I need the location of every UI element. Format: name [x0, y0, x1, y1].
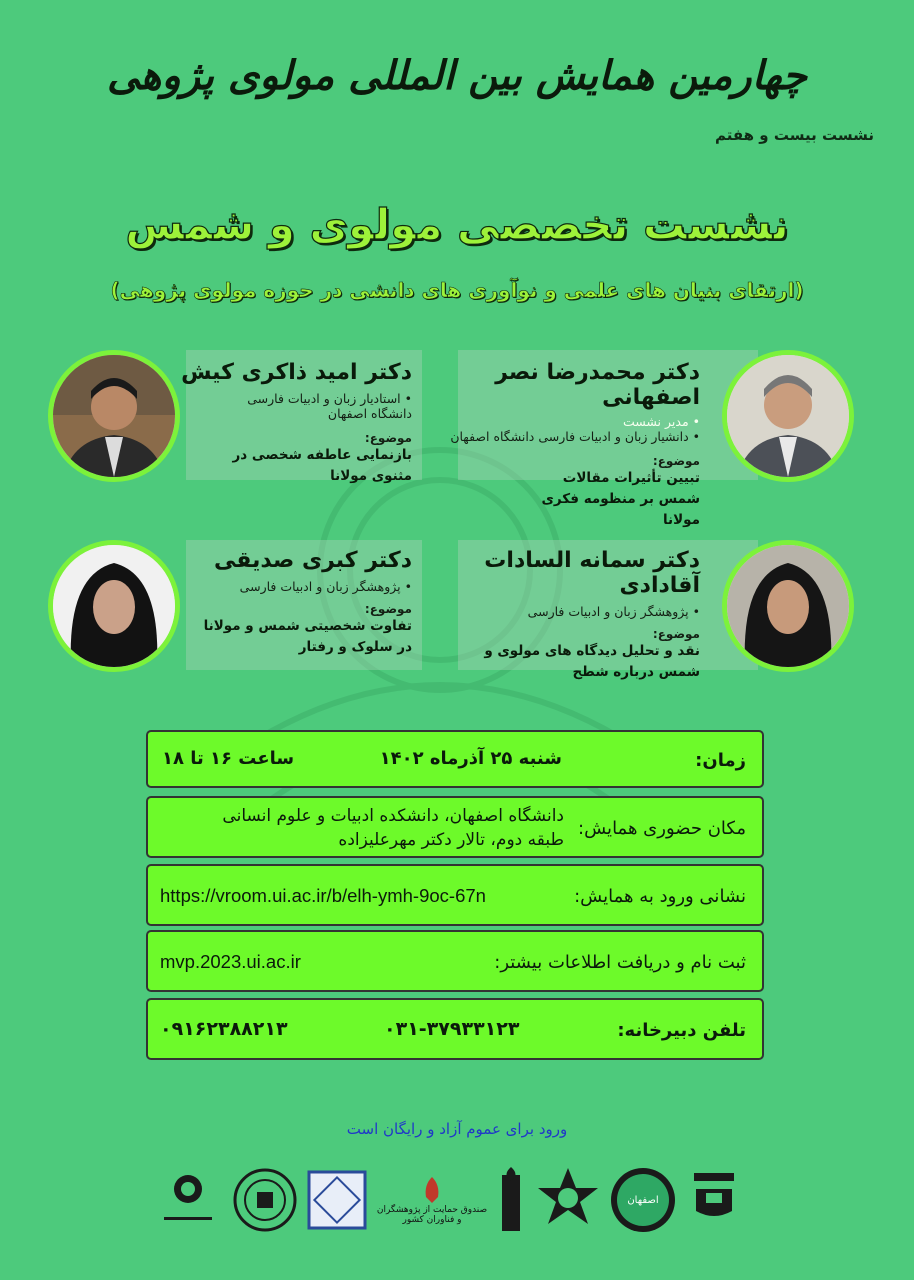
person-icon	[53, 355, 175, 477]
farhangian-university-logo	[684, 1160, 744, 1240]
phone-label: تلفن دبیرخانه:	[617, 1020, 746, 1041]
session-number: نشست بیست و هفتم	[714, 126, 874, 144]
link-label: نشانی ورود به همایش:	[574, 886, 746, 907]
venue-line-1: دانشگاه اصفهان، دانشکده ادبیات و علوم انسانی	[222, 806, 564, 826]
book-emblem-icon	[686, 1167, 742, 1233]
speaker-affiliation-4: • پژوهشگر زبان و ادبیات فارسی	[239, 579, 412, 594]
isfahan-logo	[608, 1160, 678, 1240]
speaker-affiliation-2a: • استادیار زبان و ادبیات فارسی	[247, 391, 412, 406]
iran-emblem-icon	[420, 1175, 444, 1205]
speaker-photo-2	[48, 350, 180, 482]
speaker-name-1: دکتر محمدرضا نصر اصفهانی	[495, 360, 700, 410]
speaker-photo-1	[722, 350, 854, 482]
speaker-topic-label-4: موضوع:	[364, 602, 412, 616]
cultural-association-logo	[160, 1160, 216, 1240]
speaker-topic-1: تبیین تأثیرات مقالات شمس بر منظومه فکری مولانا	[541, 470, 700, 528]
person-icon	[727, 545, 849, 667]
torch-logo	[494, 1160, 528, 1240]
star-seal-icon	[534, 1166, 602, 1234]
phone-number-2[interactable]: ۰۹۱۶۲۳۸۸۲۱۳	[160, 1018, 288, 1040]
torch-icon	[496, 1167, 526, 1233]
conference-title: چهارمین همایش بین المللی مولوی پژوهی	[107, 52, 807, 99]
research-fund-label: صندوق حمایت از پژوهشگران و فناوران کشور	[376, 1205, 488, 1225]
register-link[interactable]: mvp.2023.ui.ac.ir	[160, 951, 301, 972]
star-seal-logo	[532, 1160, 604, 1240]
speaker-photo-3	[722, 540, 854, 672]
speaker-name-3: دکتر سمانه السادات آقادادی	[484, 548, 700, 598]
research-fund-logo	[374, 1160, 490, 1240]
venue-label: مکان حضوری همایش:	[578, 818, 746, 839]
phone-number-1[interactable]: ۰۳۱-۳۷۹۳۳۱۲۳	[384, 1018, 520, 1040]
speaker-topic-label-1: موضوع:	[652, 454, 700, 468]
person-icon	[53, 545, 175, 667]
time-bar	[146, 730, 764, 788]
university-seal-logo	[232, 1160, 298, 1240]
free-entry-note: ورود برای عموم آزاد و رایگان است	[346, 1120, 568, 1138]
literature-association-logo	[304, 1160, 370, 1240]
phone-bar	[146, 998, 764, 1060]
speaker-topic-3: نقد و تحلیل دیدگاه های مولوی و شمس درباره شطح	[484, 643, 700, 680]
link-bar	[146, 864, 764, 926]
speaker-topic-4: تفاوت شخصیتی شمس و مولانا در سلوک و رفتار	[203, 618, 412, 655]
event-date: شنبه ۲۵ آذرماه ۱۴۰۲	[379, 748, 562, 769]
venue-line-2: طبقه دوم، تالار دکتر مهرعلیزاده	[338, 830, 564, 850]
event-title: نشست تخصصی مولوی و شمس	[125, 200, 789, 249]
speaker-role-1: • مدیر نشست	[622, 414, 700, 429]
seal-icon	[233, 1168, 297, 1232]
event-subtitle: (ارتقای بنیان های علمی و نوآوری های دانشی در حوزه مولوی پژوهی)	[110, 278, 804, 302]
venue-bar	[146, 796, 764, 858]
speaker-topic-label-2: موضوع:	[364, 431, 412, 445]
speaker-photo-4	[48, 540, 180, 672]
star-emblem-icon	[162, 1167, 214, 1233]
tile-emblem-icon	[305, 1168, 369, 1232]
isfahan-logo-label: اصفهان	[617, 1174, 669, 1226]
time-label: زمان:	[695, 750, 746, 771]
register-bar	[146, 930, 764, 992]
speaker-affiliation-3: • پژوهشگر زبان و ادبیات فارسی	[527, 604, 700, 619]
speaker-affiliation-1: • دانشیار زبان و ادبیات فارسی دانشگاه اصفهان	[450, 429, 700, 444]
speaker-name-4: دکتر کبری صدیقی	[213, 548, 412, 573]
speaker-topic-2: بازنمایی عاطفه شخصی در مثنوی مولانا	[232, 447, 412, 484]
join-link[interactable]: https://vroom.ui.ac.ir/b/elh-ymh-9oc-67n	[160, 885, 486, 906]
speaker-name-2: دکتر امید ذاکری کیش	[181, 360, 412, 385]
register-label: ثبت نام و دریافت اطلاعات بیشتر:	[494, 952, 746, 973]
speaker-affiliation-2b: دانشگاه اصفهان	[327, 406, 412, 421]
event-hours: ساعت ۱۶ تا ۱۸	[162, 748, 295, 769]
person-icon	[727, 355, 849, 477]
speaker-topic-label-3: موضوع:	[652, 627, 700, 641]
